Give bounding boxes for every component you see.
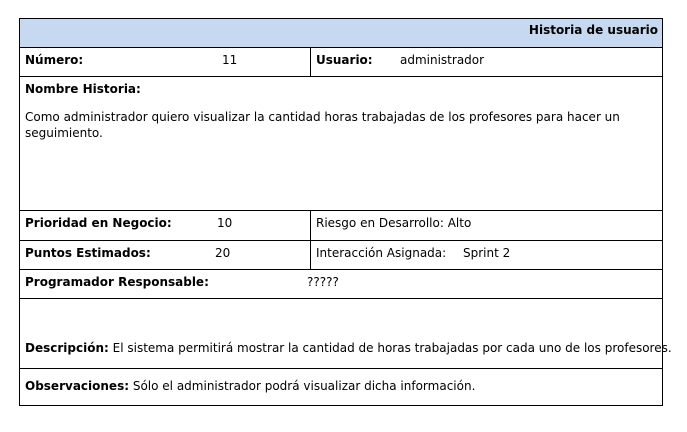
row-descripcion xyxy=(20,299,672,369)
iteracion-label: Interacción Asignada: xyxy=(316,246,447,260)
observaciones-line xyxy=(25,379,475,393)
prioridad-value: 10 xyxy=(217,216,233,230)
row-numero xyxy=(20,48,662,77)
user-story-table xyxy=(19,18,672,406)
programador-label: Programador Responsable: xyxy=(25,275,209,289)
usuario-label: Usuario: xyxy=(316,53,373,67)
descripcion-label: Descripción: xyxy=(25,341,109,355)
observaciones-text: Sólo el administrador podrá visualizar dicha información. xyxy=(132,379,476,393)
puntos-value: 20 xyxy=(215,246,231,260)
row-nombre xyxy=(20,77,662,211)
descripcion-line xyxy=(25,341,672,355)
numero-value: 11 xyxy=(222,53,238,67)
row-prioridad xyxy=(20,211,662,241)
header-row xyxy=(20,19,662,48)
nombre-label: Nombre Historia: xyxy=(25,82,141,96)
descripcion-text: El sistema permitirá mostrar la cantidad de horas trabajadas por cada uno de los profesores. xyxy=(112,341,672,355)
programador-value: ????? xyxy=(307,275,339,289)
iteracion-value: Sprint 2 xyxy=(463,246,511,260)
riesgo-text: Riesgo en Desarrollo: Alto xyxy=(316,216,472,230)
observaciones-label: Observaciones: xyxy=(25,379,130,393)
row-observaciones xyxy=(20,369,662,405)
numero-label: Número: xyxy=(25,53,84,67)
divider xyxy=(310,241,311,269)
row-programador xyxy=(20,270,662,299)
nombre-text: Como administrador quiero visualizar la cantidad horas trabajadas de los profesores para hacer un seguimiento. xyxy=(25,110,620,140)
row-puntos xyxy=(20,241,662,270)
usuario-value: administrador xyxy=(400,53,485,67)
prioridad-label: Prioridad en Negocio: xyxy=(25,216,172,230)
header-title: Historia de usuario xyxy=(528,23,658,37)
puntos-label: Puntos Estimados: xyxy=(25,246,151,260)
divider xyxy=(310,48,311,76)
divider xyxy=(310,211,311,240)
